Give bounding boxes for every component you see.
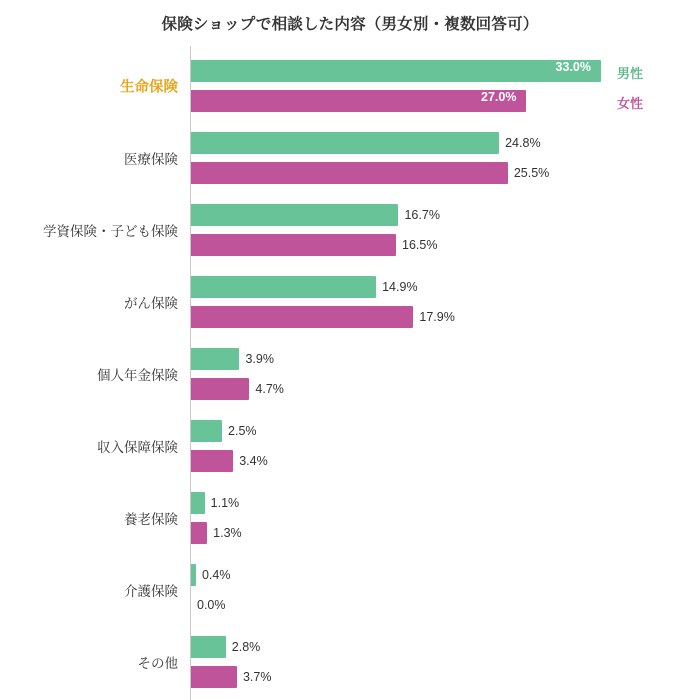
bar-value-label: 2.8%: [231, 640, 261, 654]
bar-group: [0, 50, 700, 122]
bar-male: [191, 420, 222, 442]
legend-item-male: 男性: [617, 66, 644, 81]
bar-value-label: 25.5%: [513, 166, 550, 180]
bar-male: [191, 132, 499, 154]
bar-female: [191, 450, 233, 472]
bar-value-label: 27.0%: [481, 90, 517, 104]
bar-female: [191, 162, 508, 184]
bar-female: [191, 90, 526, 112]
bar-male: [191, 60, 601, 82]
bar-male: [191, 492, 205, 514]
bar-value-label: 17.9%: [419, 310, 455, 324]
bar-female: [191, 666, 237, 688]
bar-group: [0, 554, 700, 626]
bar-value-label: 24.8%: [505, 136, 541, 150]
bar-value-label: 3.9%: [245, 352, 274, 366]
bar-value-label: 1.1%: [210, 496, 240, 510]
plot-area: [0, 46, 700, 700]
bar-group: [0, 122, 700, 194]
bar-row-male: [191, 636, 260, 658]
category-label: 介護保険: [124, 584, 178, 599]
bar-male: [191, 276, 376, 298]
bar-female: [191, 378, 249, 400]
legend-item-female: 女性: [617, 96, 644, 111]
bar-row-female: [191, 90, 526, 112]
bar-row-male: [191, 60, 601, 82]
category-label: 収入保障保険: [97, 440, 178, 455]
bar-female: [191, 234, 396, 256]
bar-row-male: [191, 492, 239, 514]
bar-value-label: 2.5%: [228, 424, 257, 438]
bar-row-female: [191, 666, 271, 688]
bar-row-female: [191, 594, 226, 616]
bar-row-female: [191, 306, 455, 328]
bar-group: [0, 482, 700, 554]
bar-value-label: 0.0%: [197, 598, 226, 612]
bar-row-female: [191, 234, 437, 256]
bar-group: [0, 338, 700, 410]
bar-row-female: [191, 378, 284, 400]
bar-female: [191, 306, 413, 328]
bar-value-label: 1.3%: [213, 526, 242, 540]
bar-group: [0, 266, 700, 338]
category-label: 学資保険・子ども保険: [43, 224, 178, 239]
bar-value-label: 16.7%: [404, 208, 440, 222]
bar-row-male: [191, 420, 257, 442]
bar-value-label: 14.9%: [382, 280, 418, 294]
bar-value-label: 16.5%: [402, 238, 438, 252]
bar-row-male: [191, 348, 274, 370]
bar-row-female: [191, 162, 549, 184]
category-label: 養老保険: [124, 512, 178, 527]
bar-female: [191, 522, 207, 544]
bar-row-male: [191, 204, 440, 226]
bar-value-label: 3.4%: [239, 454, 268, 468]
bar-male: [191, 636, 226, 658]
bar-value-label: 0.4%: [201, 568, 231, 582]
bar-row-female: [191, 450, 268, 472]
bar-row-female: [191, 522, 242, 544]
category-label: 個人年金保険: [97, 368, 178, 383]
bar-row-male: [191, 132, 541, 154]
bar-value-label: 33.0%: [555, 60, 591, 74]
category-label: がん保険: [124, 296, 178, 311]
bar-row-male: [191, 276, 418, 298]
category-label: 生命保険: [120, 79, 178, 96]
category-label: 医療保険: [124, 152, 178, 167]
bar-group: [0, 194, 700, 266]
bar-male: [191, 348, 239, 370]
bar-group: [0, 410, 700, 482]
bar-male: [191, 564, 196, 586]
category-label: その他: [137, 656, 178, 671]
bar-row-male: [191, 564, 230, 586]
chart-title: 保険ショップで相談した内容（男女別・複数回答可）: [161, 16, 539, 33]
bar-value-label: 4.7%: [255, 382, 284, 396]
bar-group: [0, 626, 700, 698]
bar-value-label: 3.7%: [242, 670, 272, 684]
bar-male: [191, 204, 398, 226]
